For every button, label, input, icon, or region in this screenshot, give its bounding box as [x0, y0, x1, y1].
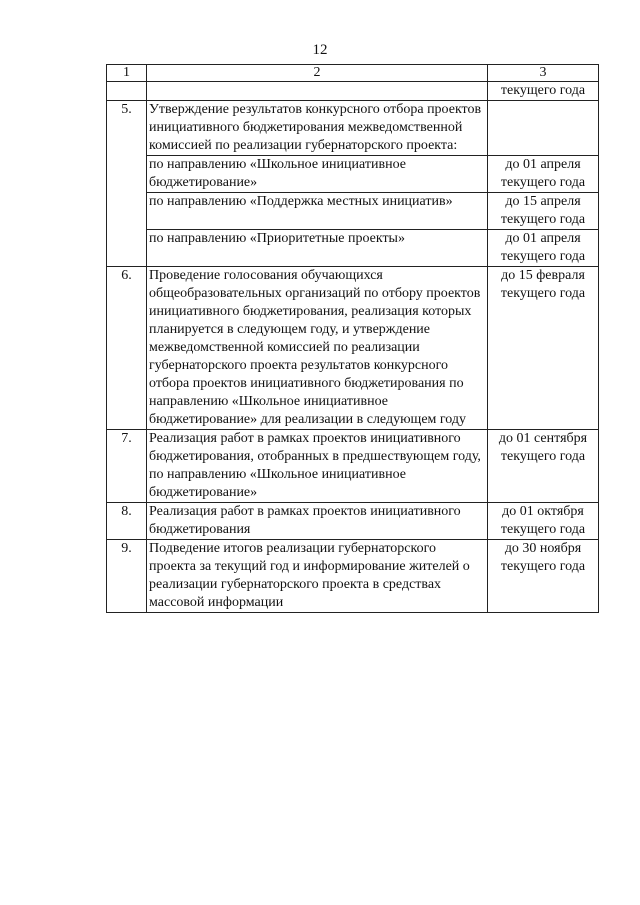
table-subrow: [107, 156, 599, 193]
table-subrow: [107, 230, 599, 267]
row-number: 6.: [107, 267, 147, 430]
row-deadline: [488, 101, 599, 156]
table-row-5: [107, 101, 599, 156]
row-number: 5.: [107, 101, 147, 267]
row-deadline: до 01 сентября текущего года: [488, 430, 599, 503]
subrow-deadline: до 01 апреля текущего года: [488, 156, 599, 193]
row-deadline: до 01 октября текущего года: [488, 503, 599, 540]
table-row-8: [107, 503, 599, 540]
row-number: [107, 82, 147, 101]
column-header-1: 1: [107, 65, 147, 82]
row-number: 9.: [107, 540, 147, 613]
subrow-deadline: до 15 апреля текущего года: [488, 193, 599, 230]
page-number: 12: [312, 42, 328, 58]
row-description: Подведение итогов реализации губернаторского проекта за текущий год и информирование жителей о реализации губернаторского проекта в средствах массовой информации: [147, 540, 488, 613]
row-deadline: до 30 ноября текущего года: [488, 540, 599, 613]
row-deadline: текущего года: [488, 82, 599, 101]
row-deadline: до 15 февраля текущего года: [488, 267, 599, 430]
table-header-row: [107, 65, 599, 82]
column-header-3: 3: [488, 65, 599, 82]
subrow-description: по направлению «Поддержка местных инициатив»: [147, 193, 488, 230]
row-description: Реализация работ в рамках проектов инициативного бюджетирования: [147, 503, 488, 540]
row-description: [147, 82, 488, 101]
row-number: 8.: [107, 503, 147, 540]
row-number: 7.: [107, 430, 147, 503]
schedule-table: [106, 64, 599, 613]
table-row-7: [107, 430, 599, 503]
row-description: Проведение голосования обучающихся общеобразовательных организаций по отбору проектов инициативного бюджетирования, реализация которых планируется в следующем году, и утверждение межведомственной комиссией по реализации губернаторского проекта результатов конкурсного отбора проектов инициативного бюджетирования по направлению «Школьное инициативное бюджетирование» для реализации в следующем году: [147, 267, 488, 430]
subrow-description: по направлению «Приоритетные проекты»: [147, 230, 488, 267]
column-header-2: 2: [147, 65, 488, 82]
table-row-continuation: [107, 82, 599, 101]
subrow-deadline: до 01 апреля текущего года: [488, 230, 599, 267]
row-description: Утверждение результатов конкурсного отбора проектов инициативного бюджетирования межведомственной комиссией по реализации губернаторского проекта:: [147, 101, 488, 156]
table-row-6: [107, 267, 599, 430]
table-row-9: [107, 540, 599, 613]
row-description: Реализация работ в рамках проектов инициативного бюджетирования, отобранных в предшествующем году, по направлению «Школьное инициативное бюджетирование»: [147, 430, 488, 503]
subrow-description: по направлению «Школьное инициативное бюджетирование»: [147, 156, 488, 193]
table-subrow: [107, 193, 599, 230]
